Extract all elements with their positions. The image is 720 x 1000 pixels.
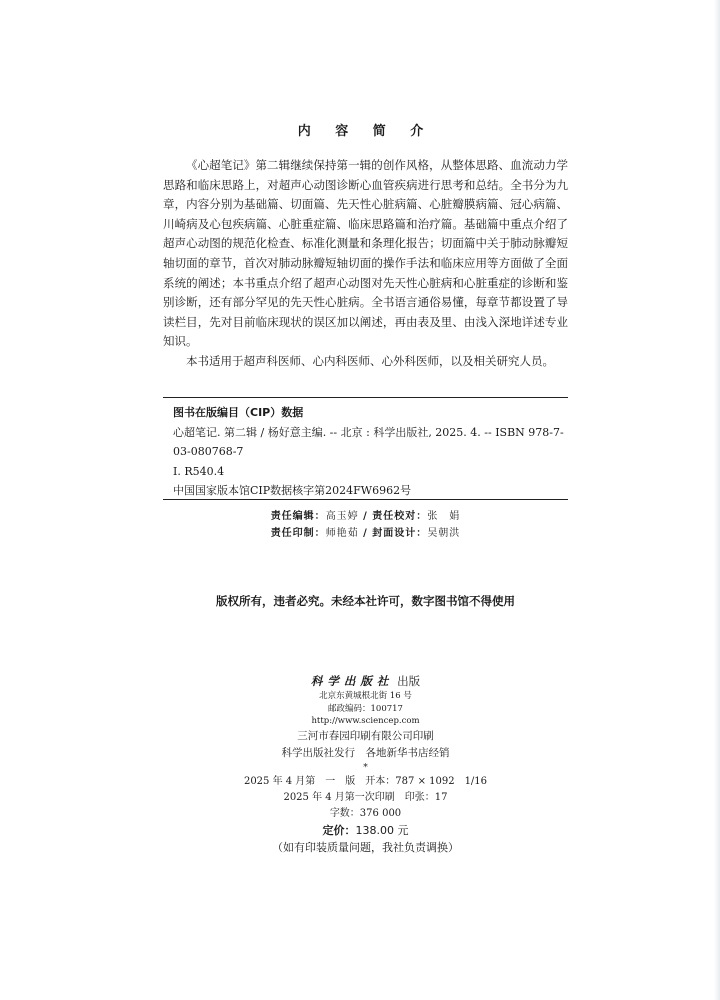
publisher-logo: 科学出版社 xyxy=(310,674,394,688)
word-count: 字数：376 000 xyxy=(329,807,402,819)
divider-top xyxy=(163,397,568,398)
separator-star: * xyxy=(363,762,368,773)
distribution-info: 科学出版社发行 各地新华书店经销 xyxy=(281,746,450,759)
quality-note: （如有印装质量问题，我社负责调换） xyxy=(272,840,459,854)
cip-record-number: 中国国家版本馆CIP数据核字第2024FW6962号 xyxy=(173,484,412,497)
price-value: 138.00 元 xyxy=(355,823,409,837)
credit-label: 责任编辑： xyxy=(270,511,326,522)
page-edge-shadow xyxy=(714,0,720,1000)
publisher-postcode: 邮政编码：100717 xyxy=(328,703,403,714)
intro-audience-paragraph: 本书适用于超声科医师、心内科医师、心外科医师，以及相关研究人员。 xyxy=(186,353,554,368)
cip-block xyxy=(173,403,568,501)
publisher-address: 北京东黄城根北街 16 号 xyxy=(319,691,412,701)
cip-classification: Ⅰ. R540.4 xyxy=(173,464,225,478)
cip-line: 心超笔记. 第二辑 / 杨好意主编. -- 北京 : 科学出版社, 2025. 4. -- ISBN 978-7-03-080768-7 xyxy=(173,425,564,458)
credits-line-printing xyxy=(163,525,568,542)
credits-line-editing xyxy=(163,508,568,525)
credit-value: 吴朝洪 xyxy=(427,528,461,539)
printing-info: 2025 年 4 月第一次印刷 印张：17 xyxy=(283,791,448,803)
copyright-notice: 版权所有，违者必究。未经本社许可，数字图书馆不得使用 xyxy=(216,594,515,608)
publisher-suffix: 出版 xyxy=(393,674,421,688)
publisher-name xyxy=(163,672,568,690)
credit-value: 张 娟 xyxy=(427,511,461,522)
price-label: 定价： xyxy=(322,823,356,837)
credit-value: 师艳茹 xyxy=(325,528,359,539)
book-introduction xyxy=(163,156,568,372)
credit-label: / 封面设计： xyxy=(358,528,428,539)
page-title: 内 容 简 介 xyxy=(297,124,434,139)
edition-info: 2025 年 4 月第 一 版 开本：787 × 1092 1/16 xyxy=(243,775,488,787)
credit-label: / 责任校对： xyxy=(358,511,428,522)
price xyxy=(163,822,568,839)
publisher-website: http://www.sciencep.com xyxy=(311,716,420,726)
credit-label: 责任印制： xyxy=(270,528,326,539)
intro-paragraph: 《心超笔记》第二辑继续保持第一辑的创作风格，从整体思路、血流动力学思路和临床思路上，对超声心动图诊断心血管疾病进行思考和总结。全书分为九章，内容分别为基础篇、切面篇、先天性心脏病篇、心脏瓣膜病篇、冠心病篇、川崎病及心包疾病篇、心脏重症篇、临床思路篇和治疗篇。基础篇中重点介绍了超声心动图的规范化检查、标准化测量和条理化报告；切面篇中关于肺动脉瓣短轴切面的章节，首次对肺动脉瓣短轴切面的操作手法和临床应用等方面做了全面系统的阐述；本书重点介绍了超声心动图对先天性心脏病和心脏重症的诊断和鉴别诊断，还有部分罕见的先天性心脏病。全书语言通俗易懂，每章节都设置了导读栏目，先对目前临床现状的误区加以阐述，再由表及里、由浅入深地详述专业知识。 xyxy=(163,158,568,349)
publisher-block xyxy=(163,672,568,856)
cip-heading: 图书在版编目（CIP）数据 xyxy=(173,406,304,419)
editorial-credits xyxy=(163,508,568,542)
printer-info: 三河市春园印刷有限公司印刷 xyxy=(297,729,434,742)
credit-value: 高玉婷 xyxy=(325,511,359,522)
divider-bottom xyxy=(163,499,568,500)
